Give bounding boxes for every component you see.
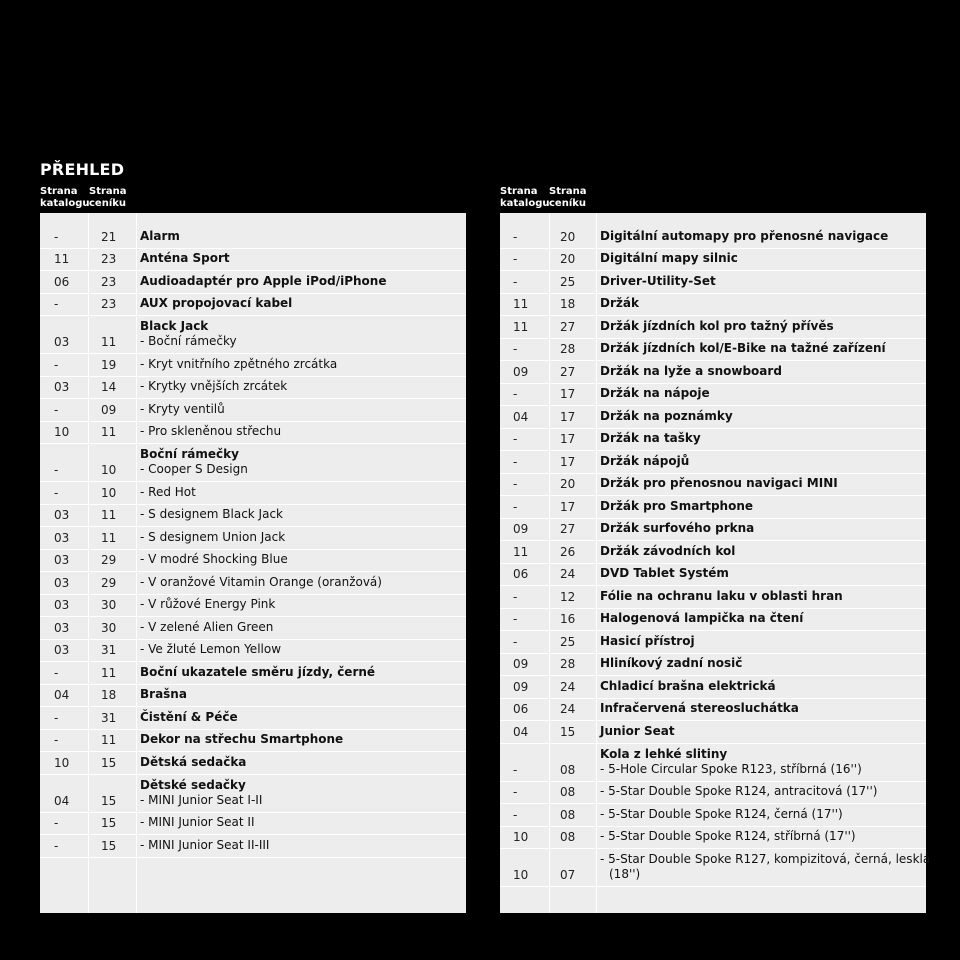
index-row [500,519,926,542]
index-row [500,294,926,317]
catalog-page-number: 03 [54,508,70,522]
catalog-page-number: - [54,733,59,747]
index-row [500,249,926,272]
price-page-number: 29 [101,575,117,590]
header-catalog-page-right: Strana katalogu [500,186,550,209]
item-name-line: Držák jízdních kol pro tažný přívěs [600,318,834,333]
item-name [140,755,460,770]
item-name-line: AUX propojovací kabel [140,296,293,310]
catalog-page-number: - [513,762,518,777]
catalog-page-number: 06 [513,567,529,581]
price-page-number: 17 [560,387,576,401]
item-name [600,454,920,469]
item-name-line: - Cooper S Design [140,462,248,476]
catalog-page-number: 03 [54,620,70,635]
item-name-line: Čistění & Péče [140,709,238,724]
header-catalog-page: Strana katalogu [40,186,90,209]
catalog-page-number: - [54,838,59,853]
item-name [600,611,920,626]
index-row [500,586,926,609]
item-name-line: Držák na nápoje [600,386,710,400]
item-name [140,642,460,657]
price-page-number: 30 [101,598,117,612]
price-page-number: 19 [101,357,117,372]
index-row [500,474,926,497]
item-name [600,656,920,671]
header-price-page: Strana ceníku [89,186,127,209]
item-name-line: - V růžové Energy Pink [140,597,276,611]
item-name [140,778,460,808]
index-row [40,685,466,708]
price-page-number: 23 [101,297,117,311]
item-name-line: Hliníkový zadní nosič [600,656,743,670]
index-row [40,399,466,422]
index-row [500,849,931,887]
item-name [600,251,920,266]
catalog-page-number: - [513,252,518,266]
item-name-line: Dětské sedačky [140,777,246,792]
item-name-line: Kola z lehké slitiny [600,746,728,761]
catalog-page-number: 10 [513,868,529,882]
item-name-line: Junior Seat [600,723,675,738]
item-name [600,807,920,822]
item-name [140,507,460,522]
price-page-number: 25 [560,634,576,649]
price-page-number: 26 [560,544,576,559]
catalog-page-number: 10 [54,425,70,439]
item-name [140,424,460,439]
item-name [600,544,920,559]
item-name [600,634,920,649]
catalog-page-number: - [513,387,518,401]
price-page-number: 11 [101,335,117,349]
item-name-line: Halogenová lampička na čtení [600,611,804,625]
item-name [140,402,460,417]
item-name [600,431,920,446]
index-row [40,572,466,595]
price-page-number: 27 [560,364,576,379]
price-page-number: 09 [101,402,117,417]
index-row [40,444,466,482]
item-name [600,829,920,844]
catalog-page-number: 10 [54,755,70,770]
catalog-page-number: 09 [513,522,529,536]
item-name [600,386,920,401]
price-page-number: 08 [560,807,576,822]
item-name-line: Alarm [140,228,180,243]
catalog-page-number: - [54,665,59,680]
price-page-number: 08 [560,830,576,844]
item-name-line: - S designem Black Jack [140,507,283,521]
item-name-line: (18'') [609,867,641,881]
item-name [140,357,460,372]
price-page-number: 11 [101,508,117,522]
item-name [600,852,931,882]
catalog-page-number: 04 [54,793,70,808]
item-name-line: - 5-Star Double Spoke R124, antracitová (17'') [600,784,878,798]
index-row [500,609,926,632]
index-row [500,782,926,805]
catalog-page-number: - [513,785,518,799]
index-rows-right [500,226,931,887]
price-page-number: 15 [101,816,117,830]
header-price-page-right: Strana ceníku [549,186,587,209]
index-row [500,744,926,782]
item-name [600,521,920,536]
index-row [40,835,466,858]
index-row [40,595,466,618]
price-page-number: 17 [560,454,576,469]
item-name-line: Digitální automapy pro přenosné navigace [600,228,889,243]
index-row [40,271,466,294]
price-page-number: 15 [560,724,576,739]
price-page-number: 17 [560,409,576,424]
index-row [500,654,926,677]
catalog-page-number: 11 [513,319,529,334]
catalog-page-number: - [513,612,518,626]
catalog-page-number: 04 [513,409,529,424]
catalog-page-number: - [513,274,518,289]
price-page-number: 18 [560,297,576,311]
price-page-number: 25 [560,274,576,289]
item-name-line: Držák jízdních kol/E-Bike na tažné zařízení [600,341,886,355]
item-name-line: Fólie na ochranu laku v oblasti hran [600,588,843,603]
index-row [40,249,466,272]
index-row [500,631,926,654]
item-name-line: - Ve žluté Lemon Yellow [140,642,282,656]
price-page-number: 11 [101,733,117,747]
item-name-line: Držák [600,296,639,310]
item-name [600,701,920,716]
item-name [600,499,920,514]
item-name-line: - Boční rámečky [140,334,237,348]
item-name-line: - Red Hot [140,484,196,499]
item-name [140,732,460,747]
index-row [500,384,926,407]
index-row [500,361,926,384]
item-name-line: Black Jack [140,319,209,333]
price-page-number: 28 [560,657,576,671]
catalog-page-number: 04 [54,688,70,702]
index-row [500,721,926,744]
item-name-line: - V oranžové Vitamin Orange (oranžová) [140,574,382,589]
item-name-line: Držák na tašky [600,431,701,445]
item-name [140,552,460,567]
catalog-page-number: 04 [513,724,529,739]
catalog-page-number: 06 [54,274,70,289]
index-rows-left [40,226,466,858]
item-name [140,575,460,590]
item-name-line: Držák na poznámky [600,408,733,423]
price-page-number: 17 [560,432,576,446]
price-page-number: 12 [560,589,576,604]
catalog-page-number: - [513,342,518,356]
catalog-page-number: 03 [54,530,70,545]
price-page-number: 17 [560,499,576,514]
price-page-number: 20 [560,229,576,244]
index-table-left [40,213,466,913]
catalog-page-number: 09 [513,657,529,671]
index-row [500,676,926,699]
item-name-line: Infračervená stereosluchátka [600,701,799,715]
item-name [140,274,460,289]
item-name-line: Držák nápojů [600,453,690,468]
catalog-page-number: - [54,357,59,372]
catalog-page-number: 11 [513,544,529,559]
catalog-page-number: 03 [54,643,70,657]
index-row [40,527,466,550]
price-page-number: 30 [101,620,117,635]
price-page-number: 08 [560,785,576,799]
index-row [40,730,466,753]
item-name-line: Driver-Utility-Set [600,273,716,288]
price-page-number: 23 [101,252,117,266]
item-name-line: DVD Tablet Systém [600,566,729,580]
item-name [140,530,460,545]
price-page-number: 21 [101,229,117,244]
price-page-number: 24 [560,567,576,581]
catalog-page-number: - [54,463,59,477]
price-page-number: 28 [560,342,576,356]
index-row [500,451,926,474]
price-page-number: 10 [101,485,117,500]
item-name-line: - Pro skleněnou střechu [140,424,282,438]
catalog-page-number: - [513,432,518,446]
item-name-line: Boční ukazatele směru jízdy, černé [140,664,376,679]
price-page-number: 27 [560,319,576,334]
catalog-page-number: 03 [54,335,70,349]
item-name-line: Dětská sedačka [140,754,247,769]
item-name [140,251,460,266]
index-row [40,226,466,249]
index-row [40,775,466,813]
item-name [140,665,460,680]
index-row [40,662,466,685]
index-row [500,699,926,722]
item-name [600,724,920,739]
item-name [600,319,920,334]
item-name [140,485,460,500]
item-name [600,229,920,244]
index-row [500,564,926,587]
catalog-page-number: - [513,634,518,649]
item-name-line: - Krytky vnějších zrcátek [140,379,288,393]
item-name-line: Držák surfového prkna [600,521,755,535]
item-name-line: Chladicí brašna elektrická [600,678,776,693]
index-row [40,752,466,775]
item-name [600,364,920,379]
catalog-page-number: 03 [54,598,70,612]
item-name [600,589,920,604]
catalog-page-number: 10 [513,830,529,844]
catalog-page-number: 09 [513,679,529,694]
index-row [40,316,466,354]
price-page-number: 15 [101,755,117,770]
price-page-number: 24 [560,702,576,716]
item-name-line: - Kryt vnitřního zpětného zrcátka [140,356,338,371]
index-row [40,640,466,663]
index-row [40,482,466,505]
catalog-page-number: - [54,485,59,500]
item-name [140,597,460,612]
item-name [600,566,920,581]
index-row [500,271,926,294]
item-name [600,784,920,799]
price-page-number: 18 [101,688,117,702]
catalog-page-number: - [54,710,59,725]
price-page-number: 31 [101,710,117,725]
catalog-page-number: - [54,229,59,244]
price-page-number: 24 [560,679,576,694]
price-page-number: 14 [101,380,117,394]
index-row [40,354,466,377]
index-row [40,550,466,573]
index-row [500,827,926,850]
item-name [140,815,460,830]
item-name-line: Hasicí přístroj [600,633,695,648]
index-row [500,226,926,249]
item-name-line: - MINI Junior Seat II [140,815,255,829]
price-page-number: 15 [101,793,117,808]
price-page-number: 31 [101,643,117,657]
item-name [600,296,920,311]
item-name-line: Držák pro přenosnou navigaci MINI [600,476,838,490]
index-row [40,505,466,528]
index-row [40,813,466,836]
item-name-line: Boční rámečky [140,447,239,461]
item-name-line: Držák závodních kol [600,543,736,558]
price-page-number: 20 [560,252,576,266]
price-page-number: 23 [101,274,117,289]
index-row [500,496,926,519]
price-page-number: 11 [101,665,117,680]
item-name [140,838,460,853]
catalog-page-number: 06 [513,702,529,716]
index-row [40,294,466,317]
price-page-number: 11 [101,530,117,545]
catalog-page-number: - [513,477,518,491]
item-name [600,409,920,424]
item-name-line: - Kryty ventilů [140,401,225,416]
index-row [40,707,466,730]
index-row [500,429,926,452]
item-name-line: Dekor na střechu Smartphone [140,732,344,746]
catalog-page-number: - [513,229,518,244]
item-name-line: - 5-Star Double Spoke R124, černá (17'') [600,806,843,821]
item-name-line: Anténa Sport [140,251,230,265]
item-name-line: - V modré Shocking Blue [140,552,288,566]
price-page-number: 29 [101,553,117,567]
item-name-line: Brašna [140,687,187,701]
catalog-page-number: 03 [54,380,70,394]
index-row [500,406,926,429]
catalog-page-number: - [513,807,518,822]
catalog-page-number: 09 [513,364,529,379]
price-page-number: 07 [560,868,576,882]
item-name [140,296,460,311]
item-name-line: - 5-Star Double Spoke R124, stříbrná (17'') [600,829,856,843]
item-name [600,274,920,289]
item-name-line: - S designem Union Jack [140,529,286,544]
item-name [140,319,460,349]
item-name-line: - 5-Hole Circular Spoke R123, stříbrná (16'') [600,761,862,776]
catalog-page-number: 11 [54,252,70,266]
item-name [600,747,920,777]
item-name [140,379,460,394]
catalog-page-number: - [513,454,518,469]
item-name-line: - 5-Star Double Spoke R127, kompizitová, černá, lesklá [600,852,931,866]
item-name [140,447,460,477]
price-page-number: 08 [560,762,576,777]
price-page-number: 11 [101,425,117,439]
item-name-line: - V zelené Alien Green [140,619,274,634]
index-row [500,804,926,827]
index-row [40,422,466,445]
index-row [40,617,466,640]
index-row [40,377,466,400]
item-name [140,229,460,244]
price-page-number: 15 [101,838,117,853]
catalog-page-number: - [54,297,59,311]
catalog-page-number: - [54,402,59,417]
bottom-band [0,913,960,960]
item-name-line: Digitální mapy silnic [600,251,738,265]
item-name-line: Držák na lyže a snowboard [600,363,782,378]
item-name [600,341,920,356]
item-name [600,679,920,694]
catalog-page-number: - [513,589,518,604]
item-name [140,687,460,702]
catalog-page-number: - [54,816,59,830]
item-name-line: Držák pro Smartphone [600,498,754,513]
price-page-number: 20 [560,477,576,491]
catalog-page-number: - [513,499,518,514]
price-page-number: 10 [101,463,117,477]
item-name-line: Audioadaptér pro Apple iPod/iPhone [140,273,387,288]
item-name [140,620,460,635]
page-title: PŘEHLED [40,160,125,179]
index-row [500,541,926,564]
catalog-page-number: 03 [54,575,70,590]
catalog-page-number: 03 [54,553,70,567]
item-name-line: - MINI Junior Seat I-II [140,792,263,807]
item-name [140,710,460,725]
item-name [600,476,920,491]
index-table-right [500,213,931,913]
price-page-number: 27 [560,522,576,536]
index-row [500,316,926,339]
catalog-page-number: 11 [513,297,529,311]
price-page-number: 16 [560,612,576,626]
item-name-line: - MINI Junior Seat II-III [140,837,270,852]
index-row [500,339,926,362]
